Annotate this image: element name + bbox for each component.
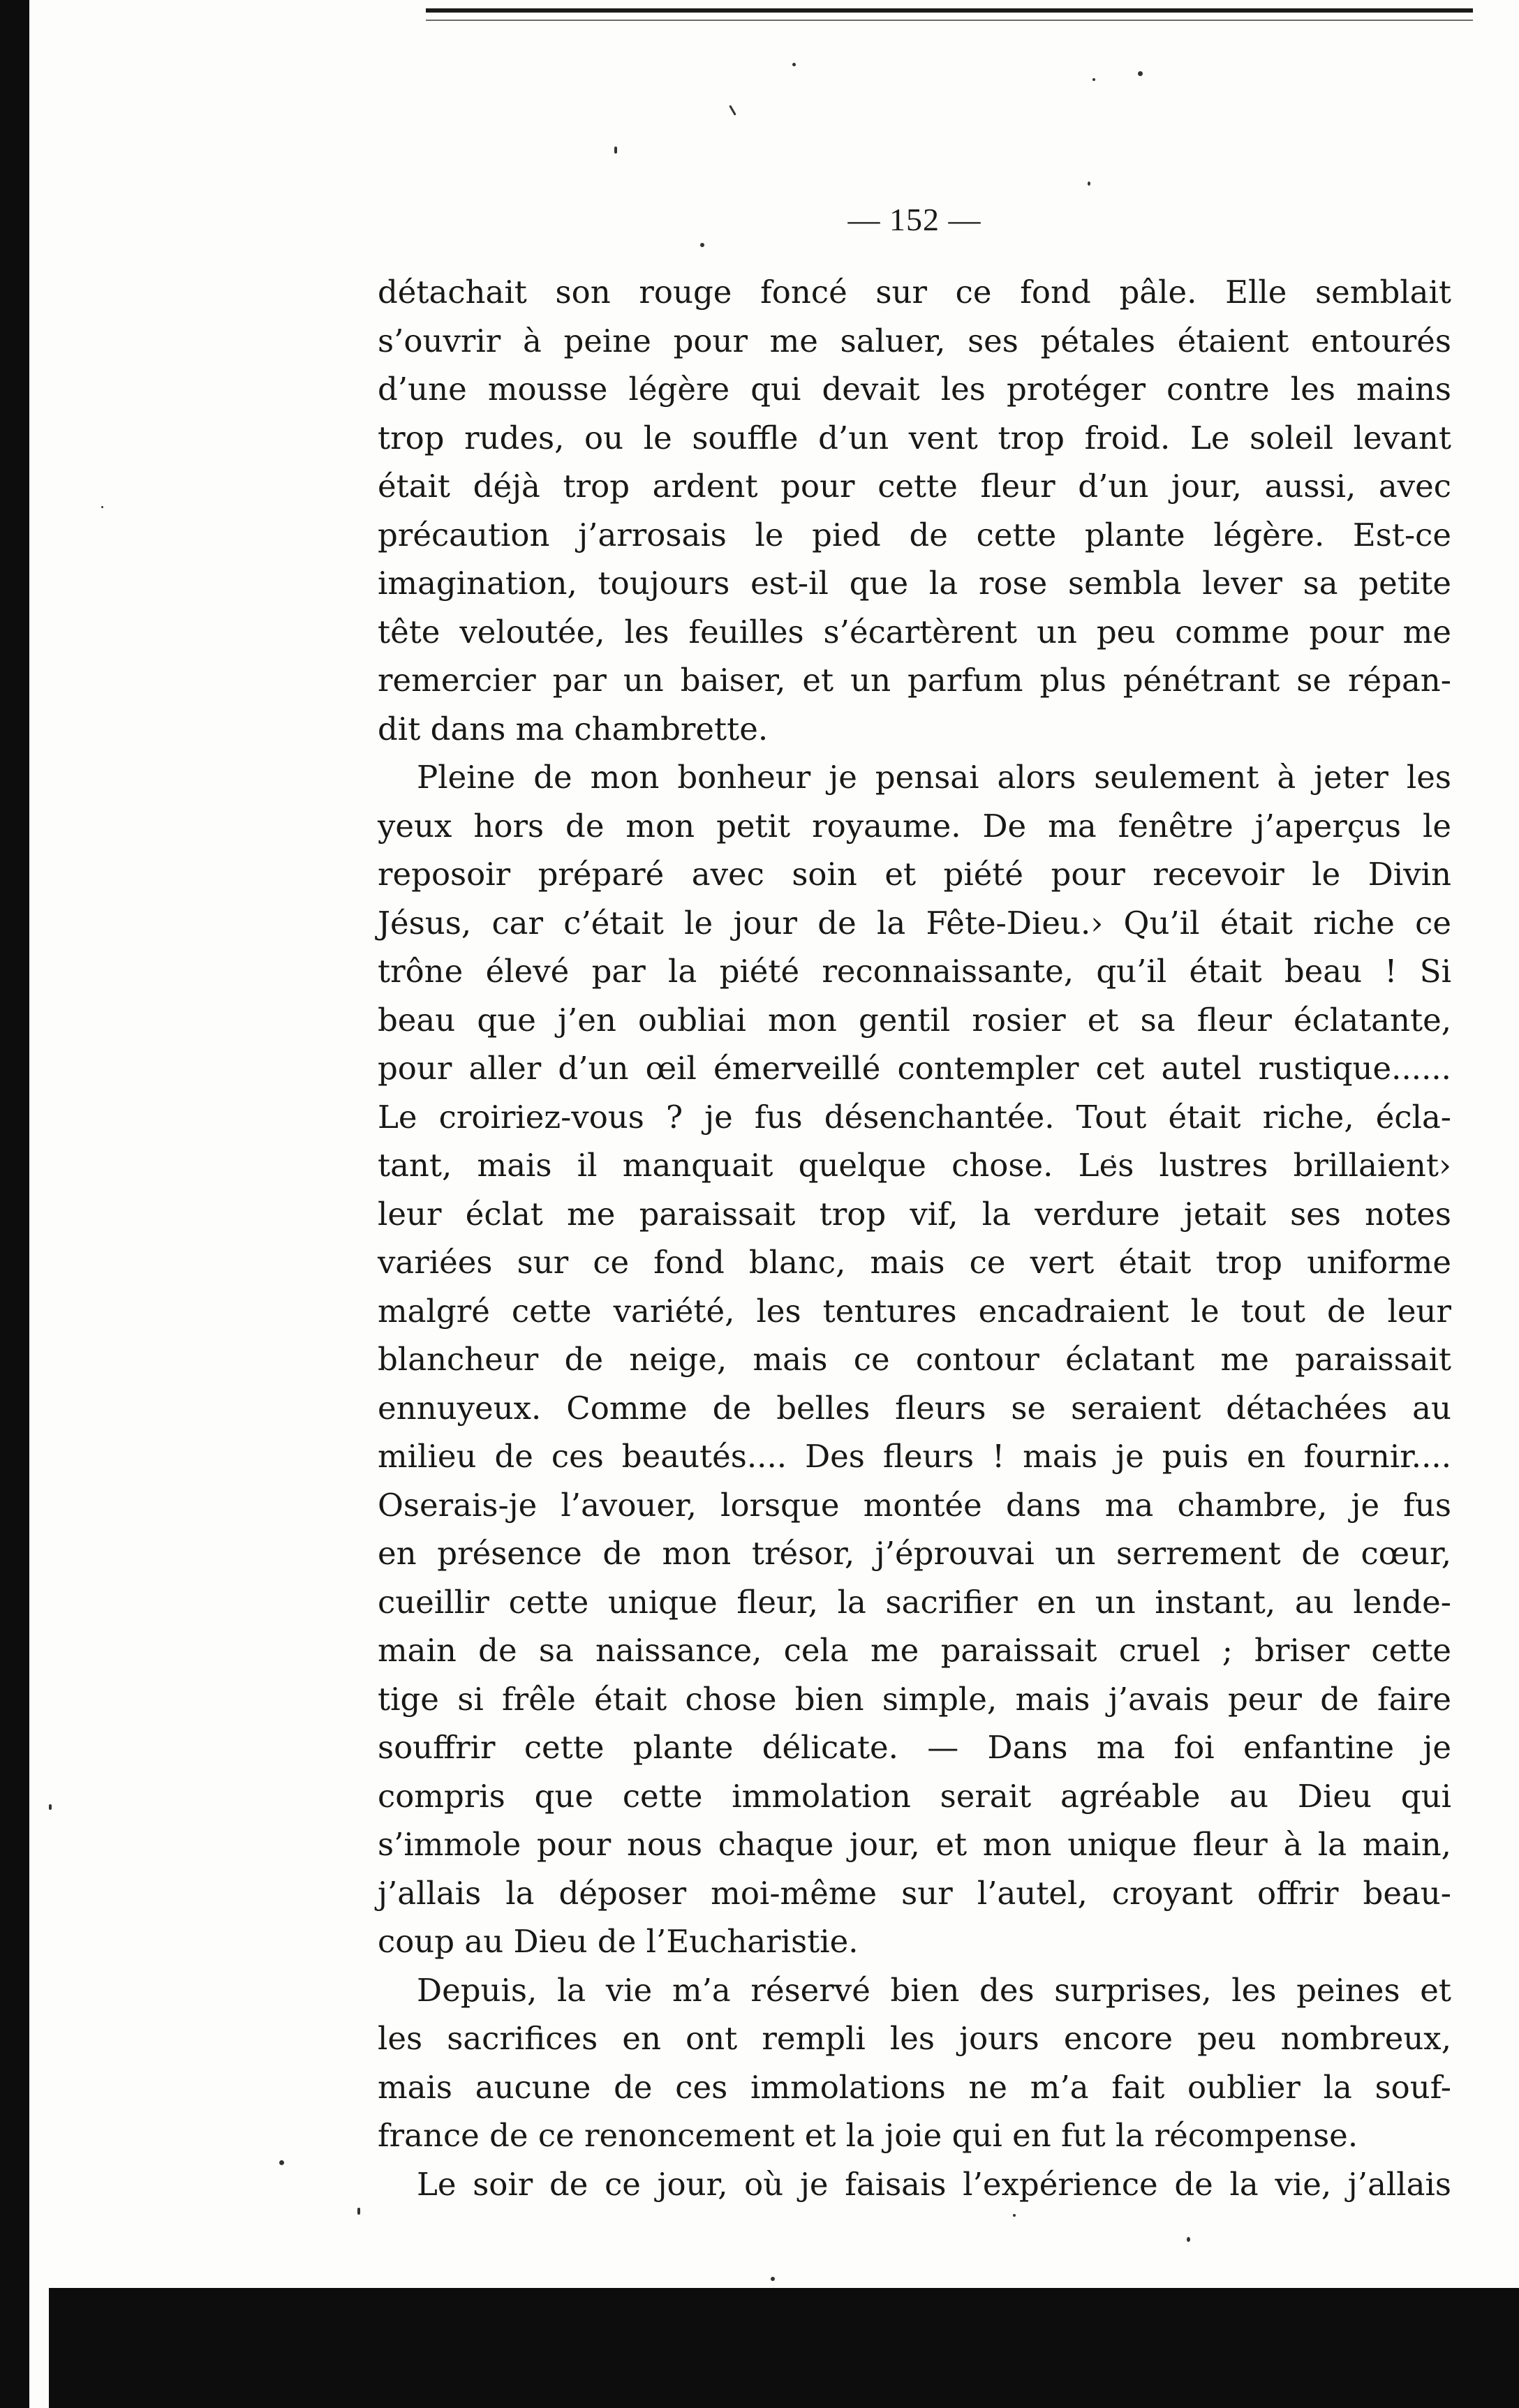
text-line: j’allais la déposer moi-même sur l’autel, croyant offrir beau- (378, 1874, 1451, 1912)
text-line: Oserais-je l’avouer, lorsque montée dans ma chambre, je fus (378, 1486, 1451, 1524)
paragraph (378, 2160, 1451, 2209)
scan-top-rule-thin (426, 20, 1473, 21)
scan-left-border (0, 0, 29, 2408)
text-line: remercier par un baiser, et un parfum plus pénétrant se répan- (378, 662, 1451, 699)
text-line: pour aller d’un œil émerveillé contempler cet autel rustique...... (378, 1050, 1451, 1087)
text-line: ennuyeux. Comme de belles fleurs se seraient détachées au (378, 1389, 1451, 1427)
text-line: Le soir de ce jour, où je faisais l’expérience de la vie, j’allais (417, 2165, 1451, 2203)
text-line: beau que j’en oubliai mon gentil rosier et sa fleur éclatante, (378, 1001, 1451, 1039)
page-number: — 152 — (847, 202, 981, 237)
text-line: les sacrifices en ont rempli les jours encore peu nombreux, (378, 2020, 1451, 2057)
text-line: yeux hors de mon petit royaume. De ma fenêtre j’aperçus le (378, 807, 1451, 845)
text-line: Jésus, car c’était le jour de la Fête-Dieu.› Qu’il était riche ce (378, 904, 1451, 942)
text-line: malgré cette variété, les tentures encadraient le tout de leur (378, 1292, 1451, 1330)
text-line: précaution j’arrosais le pied de cette plante légère. Est-ce (378, 516, 1451, 553)
scan-speck (1187, 2237, 1190, 2242)
text-line: dit dans ma chambrette. (378, 710, 769, 748)
scan-speck (771, 2277, 775, 2281)
scan-speck (357, 2208, 360, 2215)
text-line: tête veloutée, les feuilles s’écartèrent un peu comme pour me (378, 613, 1451, 651)
text-line: s’ouvrir à peine pour me saluer, ses pétales étaient entourés (378, 322, 1451, 359)
text-line: Le croiriez-vous ? je fus désenchantée. Tout était riche, écla- (378, 1098, 1451, 1136)
scan-speck (1092, 78, 1095, 81)
paragraph (378, 268, 1451, 753)
text-line: Depuis, la vie m’a réservé bien des surprises, les peines et (417, 1971, 1451, 2009)
scan-bottom-border (49, 2288, 1519, 2408)
text-line: milieu de ces beautés.... Des fleurs ! mais je puis en fournir.... (378, 1438, 1451, 1475)
scan-speck (729, 105, 736, 115)
scan-speck (700, 243, 704, 247)
text-line: blancheur de neige, mais ce contour éclatant me paraissait (378, 1341, 1451, 1378)
text-line: reposoir préparé avec soin et piété pour recevoir le Divin (378, 856, 1451, 893)
text-line: cueillir cette unique fleur, la sacrifier en un instant, au lende- (378, 1583, 1451, 1621)
text-line: imagination, toujours est-il que la rose sembla lever sa petite (378, 565, 1451, 602)
text-line: en présence de mon trésor, j’éprouvai un serrement de cœur, (378, 1535, 1451, 1572)
text-line: s’immole pour nous chaque jour, et mon unique fleur à la main, (378, 1826, 1451, 1863)
text-line: tige si frêle était chose bien simple, mais j’avais peur de faire (378, 1680, 1451, 1718)
text-line: souffrir cette plante délicate. — Dans ma foi enfantine je (378, 1729, 1451, 1766)
scan-speck (614, 147, 617, 154)
text-line: trop rudes, ou le souffle d’un vent trop froid. Le soleil levant (378, 419, 1451, 456)
text-line: tant, mais il manquait quelque chose. Les lustres brillaient› (378, 1147, 1451, 1184)
text-line: Pleine de mon bonheur je pensai alors seulement à jeter les (417, 759, 1451, 796)
scan-speck (1138, 71, 1143, 76)
scan-speck (101, 506, 103, 508)
scan-speck (49, 1804, 52, 1810)
text-line: était déjà trop ardent pour cette fleur d’un jour, aussi, avec (378, 468, 1451, 505)
text-line: france de ce renoncement et la joie qui en fut la récompense. (378, 2117, 1358, 2154)
paragraph (378, 753, 1451, 1966)
scan-top-rule (426, 8, 1473, 13)
scan-speck (1088, 181, 1090, 186)
scan-speck (792, 63, 796, 66)
body-text (378, 268, 1451, 2208)
text-line: main de sa naissance, cela me paraissait cruel ; briser cette (378, 1632, 1451, 1669)
scan-speck (1013, 2214, 1016, 2217)
paragraph (378, 1966, 1451, 2160)
text-line: trône élevé par la piété reconnaissante, qu’il était beau ! Si (378, 953, 1451, 990)
scan-speck (279, 2160, 284, 2165)
text-line: détachait son rouge foncé sur ce fond pâle. Elle semblait (378, 274, 1451, 311)
text-line: coup au Dieu de l’Eucharistie. (378, 1923, 859, 1960)
text-line: leur éclat me paraissait trop vif, la verdure jetait ses notes (378, 1195, 1451, 1233)
text-line: variées sur ce fond blanc, mais ce vert était trop uniforme (378, 1244, 1451, 1281)
text-line: mais aucune de ces immolations ne m’a fait oublier la souf- (378, 2068, 1451, 2106)
text-line: d’une mousse légère qui devait les protéger contre les mains (378, 371, 1451, 408)
text-line: compris que cette immolation serait agréable au Dieu qui (378, 1777, 1451, 1815)
